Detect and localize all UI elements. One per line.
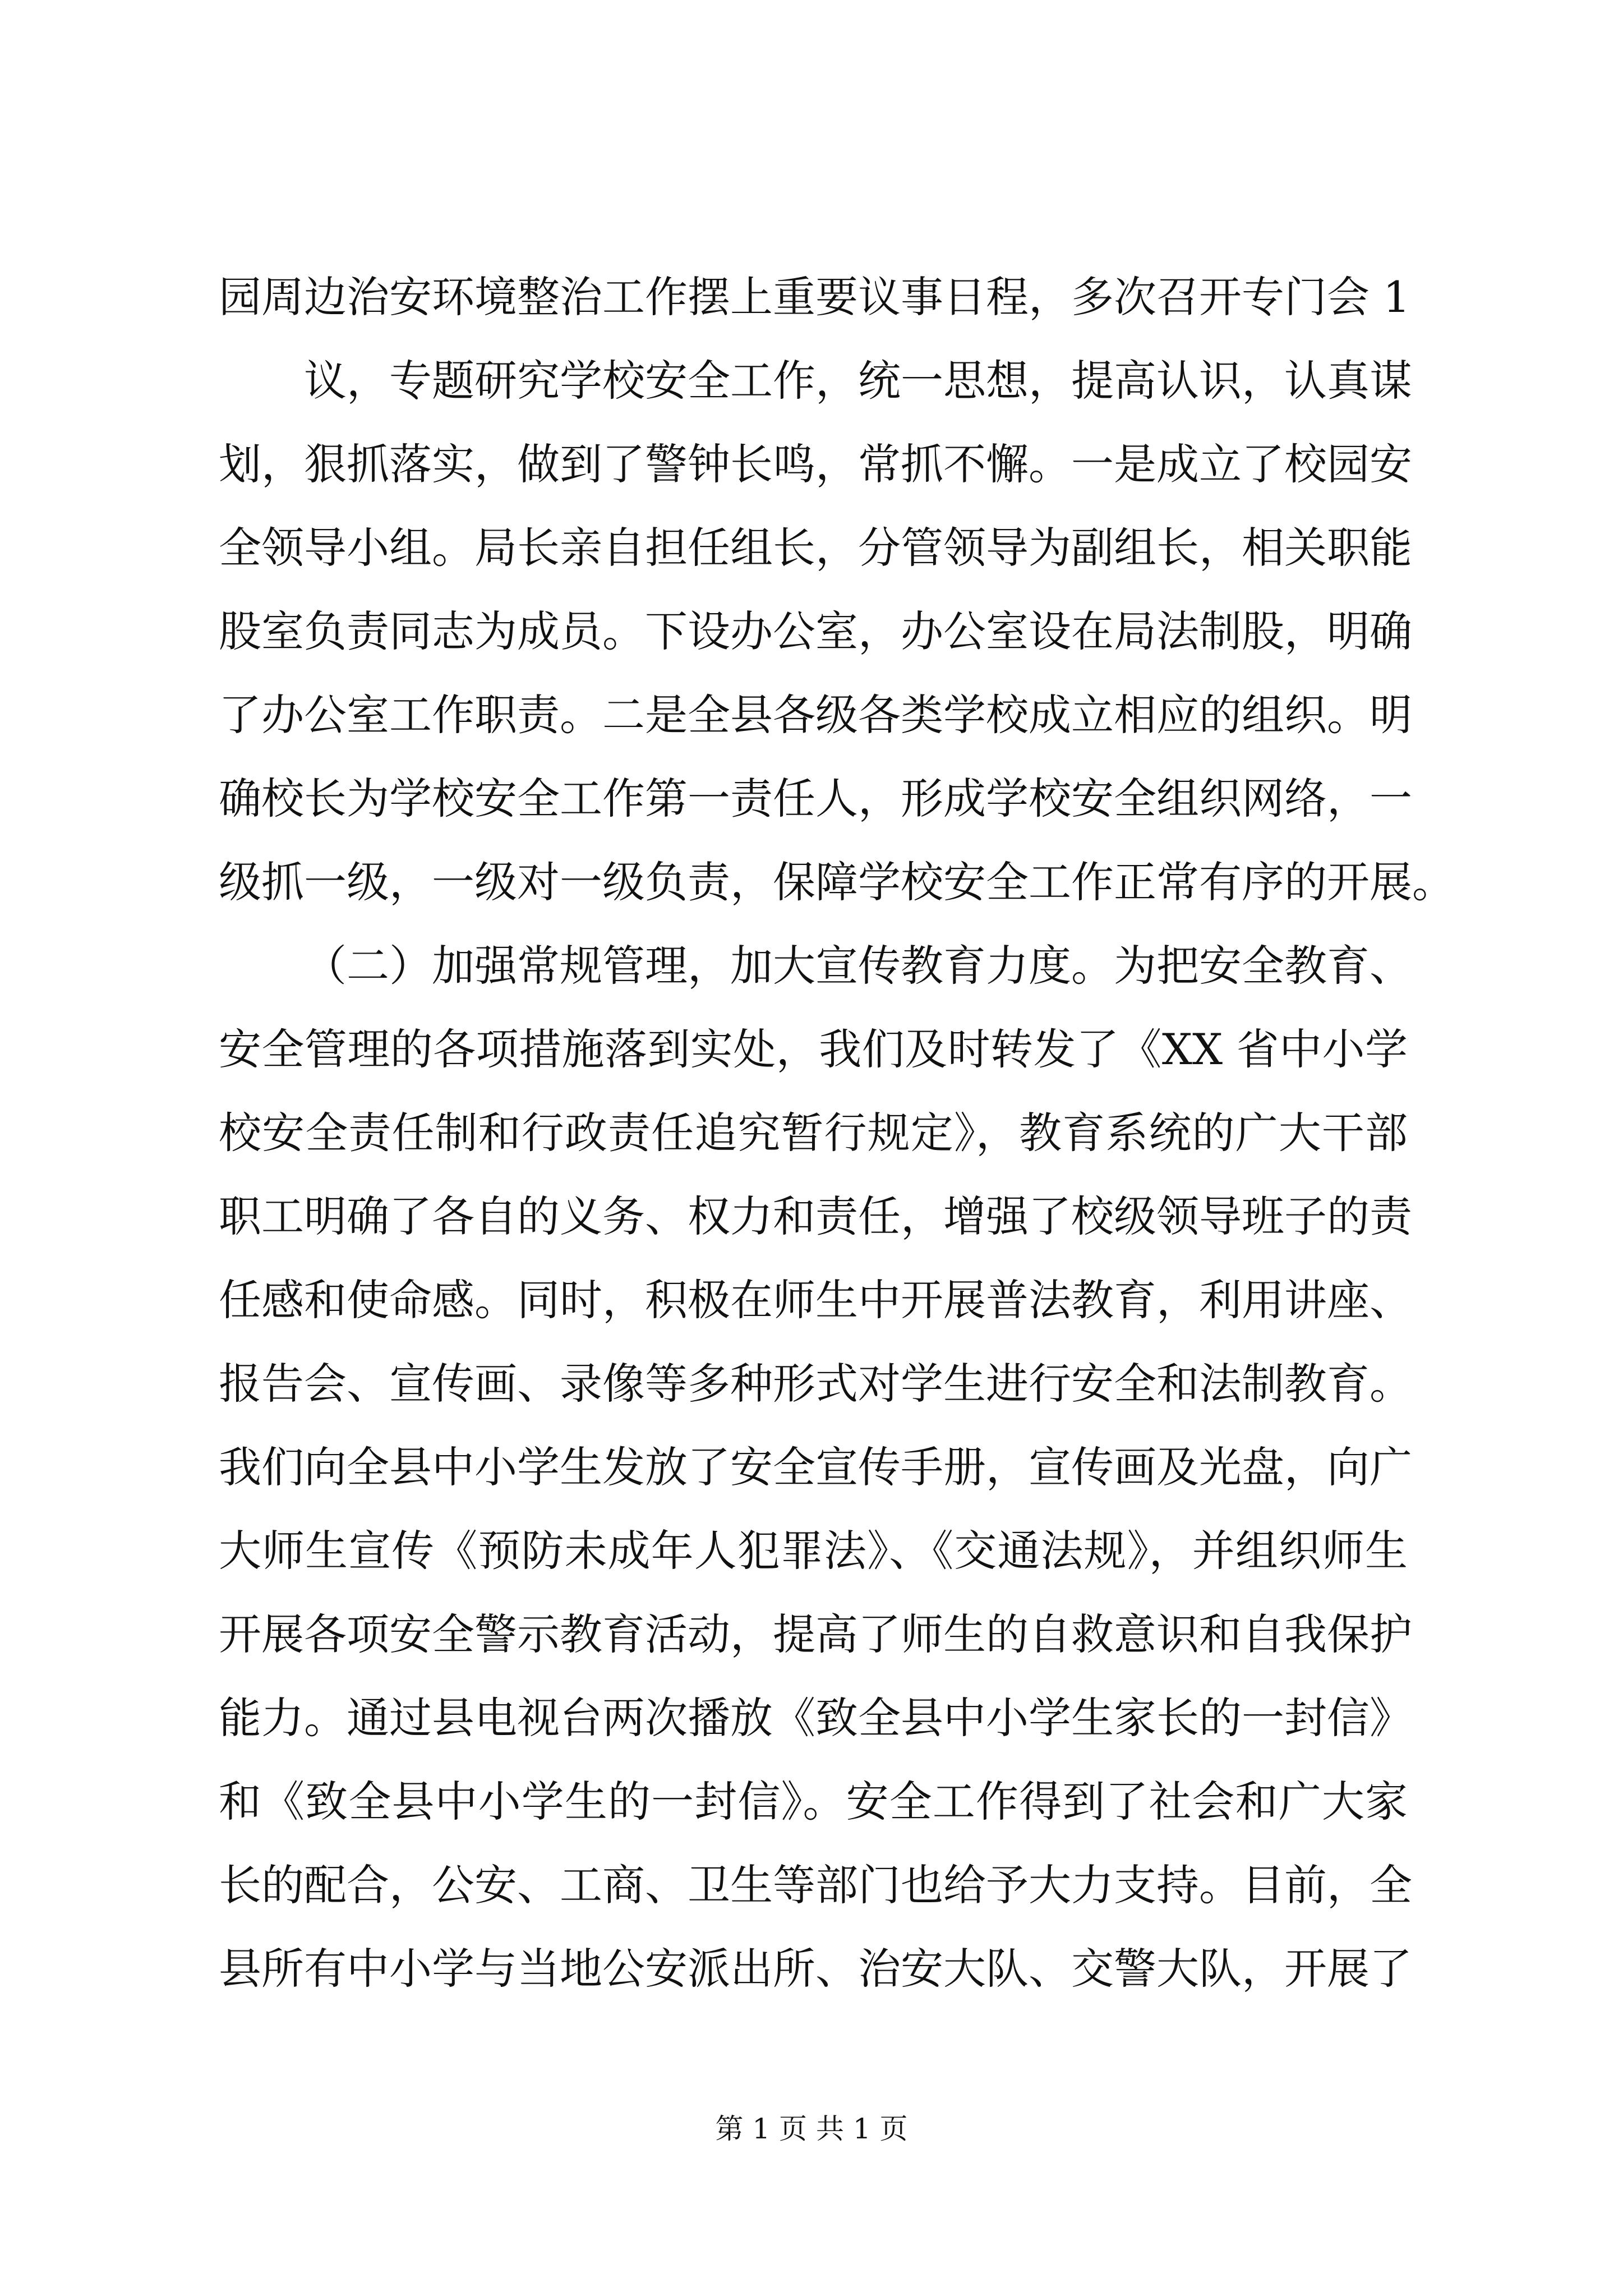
text-line: 和《致全县中小学生的一封信》。安全工作得到了社会和广大家	[219, 1777, 1408, 1826]
text-line: 职工明确了各自的义务、权力和责任，增强了校级领导班子的责	[219, 1191, 1412, 1241]
text-line: 任感和使命感。同时，积极在师生中开展普法教育，利用讲座、	[219, 1275, 1412, 1325]
body-text	[219, 255, 1455, 2010]
text-line: 了办公室工作职责。二是全县各级各类学校成立相应的组织。明	[219, 690, 1412, 740]
text-line: 能力。通过县电视台两次播放《致全县中小学生家长的一封信》	[219, 1693, 1412, 1743]
text-line: 划，狠抓落实，做到了警钟长鸣，常抓不懈。一是成立了校园安	[219, 439, 1412, 489]
text-line: 安全管理的各项措施落到实处，我们及时转发了《XX 省中小学	[219, 1024, 1408, 1074]
text-line: 议，专题研究学校安全工作，统一思想，提高认识，认真谋	[304, 356, 1412, 406]
text-line: 确校长为学校安全工作第一责任人，形成学校安全组织网络，一	[219, 774, 1412, 823]
text-line: 我们向全县中小学生发放了安全宣传手册，宣传画及光盘，向广	[219, 1442, 1412, 1492]
text-line: 级抓一级，一级对一级负责，保障学校安全工作正常有序的开展。	[219, 857, 1455, 907]
text-line: （二）加强常规管理，加大宣传教育力度。为把安全教育、	[304, 941, 1412, 991]
text-line: 报告会、宣传画、录像等多种形式对学生进行安全和法制教育。	[219, 1359, 1412, 1409]
text-line: 园周边治安环境整治工作摆上重要议事日程，多次召开专门会 1	[219, 272, 1410, 322]
text-line: 股室负责同志为成员。下设办公室，办公室设在局法制股，明确	[219, 606, 1412, 656]
text-line: 开展各项安全警示教育活动，提高了师生的自救意识和自我保护	[219, 1609, 1412, 1659]
text-line: 大师生宣传《预防未成年人犯罪法》、《交通法规》，并组织师生	[219, 1526, 1408, 1576]
text-line: 全领导小组。局长亲自担任组长，分管领导为副组长，相关职能	[219, 523, 1412, 573]
text-line: 长的配合，公安、工商、卫生等部门也给予大力支持。目前，全	[219, 1860, 1412, 1910]
page-number-footer: 第 1 页 共 1 页	[715, 2113, 908, 2145]
text-line: 县所有中小学与当地公安派出所、治安大队、交警大队，开展了	[219, 1944, 1412, 1994]
text-line: 校安全责任制和行政责任追究暂行规定》，教育系统的广大干部	[219, 1108, 1408, 1158]
